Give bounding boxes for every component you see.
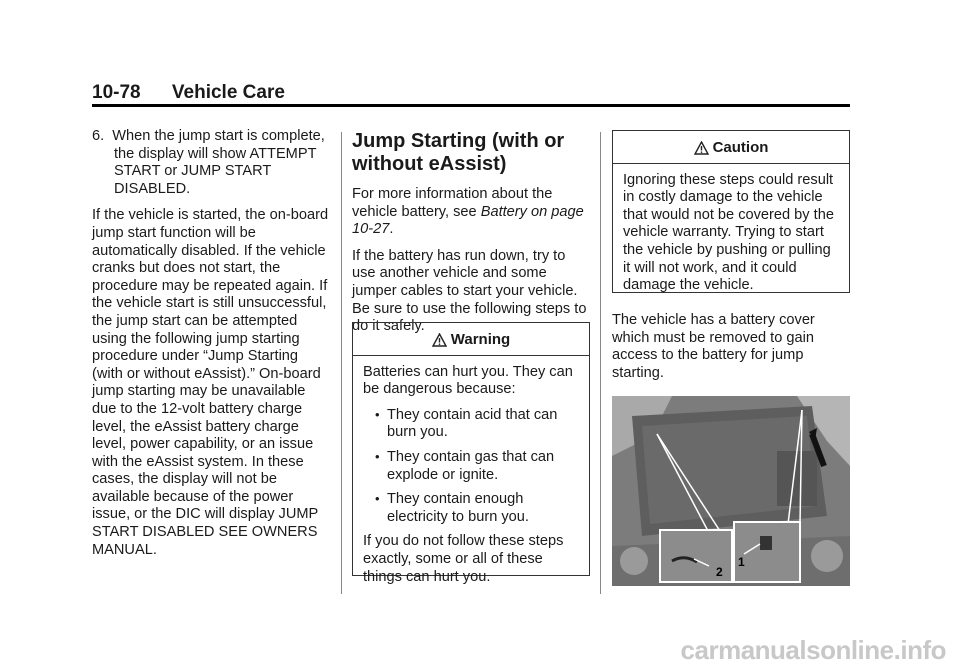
warning-box bbox=[352, 322, 590, 585]
warning-bullet: • They contain gas that can explode or ignite. bbox=[363, 449, 579, 484]
caution-triangle-icon bbox=[694, 139, 713, 156]
warning-bullet: • They contain acid that can burn you. bbox=[363, 407, 579, 442]
column-1 bbox=[92, 128, 332, 568]
section-title: Vehicle Care bbox=[171, 82, 285, 103]
warning-body bbox=[353, 356, 589, 605]
step-6 bbox=[92, 128, 332, 198]
callout-label-1: 1 bbox=[738, 555, 745, 569]
section-heading: Jump Starting (with or without eAssist) bbox=[352, 130, 565, 175]
battery-reference-paragraph bbox=[352, 186, 590, 239]
caution-header bbox=[613, 131, 849, 164]
battery-cover-paragraph: The vehicle has a battery cover which must be removed to gain access to the battery for jump starting. bbox=[612, 312, 815, 381]
header-rule bbox=[92, 104, 850, 107]
reference-end: . bbox=[389, 221, 394, 238]
body-paragraph: If the vehicle is started, the on-board jump start function will be automatically disabled. If the vehicle cranks but does not start, the procedure may be repeated again. If the vehicle start is still unsuccessful, the jump start can be attempted using the following jump starting procedure under “Jump Starting (with or without eAssist).” On-board jump starting may be unavailable due to the 12-volt battery charge level, the eAssist battery charge level, power capability, or an issue with the eAssist system. In these cases, the display will not be available because of the power issue, or the DIC will display JUMP START DISABLED SEE OWNERS MANUAL. bbox=[92, 207, 329, 558]
warning-intro: Batteries can hurt you. They can be dangerous because: bbox=[363, 363, 573, 398]
step-number: 6. bbox=[92, 128, 105, 144]
callout-label-2: 2 bbox=[716, 565, 723, 579]
page-number: 10-78 bbox=[92, 82, 141, 103]
warning-header bbox=[353, 323, 589, 356]
jumper-paragraph: If the battery has run down, try to use another vehicle and some jumper cables to start your vehicle. Be sure to use the following steps to do it safely. bbox=[352, 247, 587, 335]
warning-triangle-icon bbox=[432, 331, 451, 348]
caution-body bbox=[613, 164, 849, 313]
caution-box bbox=[612, 130, 850, 293]
caution-text: Ignoring these steps could result in costly damage to the vehicle that would not be covered by the vehicle warranty. Trying to start the vehicle by pushing or pulling it will not work, and it could damage the vehicle. bbox=[623, 171, 834, 294]
column-divider-1 bbox=[341, 132, 342, 594]
column-3-text bbox=[612, 312, 850, 391]
watermark: carmanualsonline.info bbox=[680, 635, 946, 665]
warning-bullet: • They contain enough electricity to burn you. bbox=[363, 491, 579, 526]
page-header bbox=[92, 82, 285, 104]
reference-lead: For more information about the vehicle battery, see bbox=[352, 186, 553, 220]
column-2 bbox=[352, 130, 590, 345]
step-text: When the jump start is complete, the display will show ATTEMPT START or JUMP START DISABLED. bbox=[112, 128, 325, 197]
caution-title: Caution bbox=[712, 139, 769, 156]
warning-title: Warning bbox=[450, 331, 511, 348]
battery-cover-photo bbox=[612, 396, 850, 586]
battery-page-link[interactable]: Battery on page 10-27 bbox=[352, 203, 584, 238]
column-divider-2 bbox=[600, 132, 601, 594]
warning-outro: If you do not follow these steps exactly, some or all of these things can hurt you. bbox=[363, 533, 564, 585]
